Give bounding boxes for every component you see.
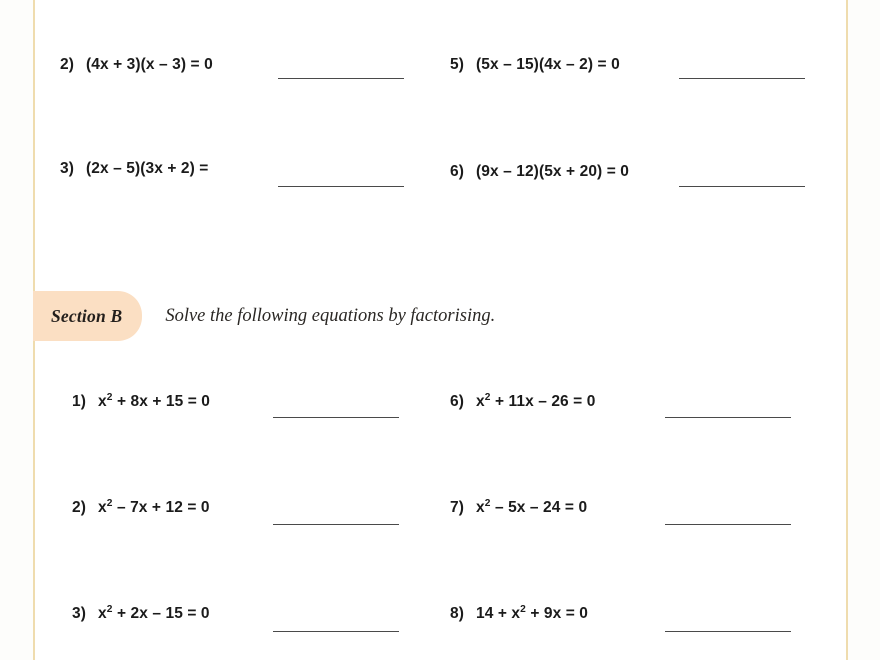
answer-line[interactable] bbox=[273, 524, 399, 525]
right-margin-rule bbox=[846, 0, 848, 660]
question-number: 6) bbox=[450, 393, 464, 410]
answer-line[interactable] bbox=[278, 78, 404, 79]
question-row bbox=[450, 56, 620, 74]
answer-line[interactable] bbox=[278, 186, 404, 187]
answer-line[interactable] bbox=[679, 186, 805, 187]
question-number: 2) bbox=[72, 499, 86, 516]
answer-line[interactable] bbox=[273, 631, 399, 632]
question-number: 1) bbox=[72, 393, 86, 410]
question-equation: (4x + 3)(x – 3) = 0 bbox=[86, 56, 213, 73]
answer-line[interactable] bbox=[679, 78, 805, 79]
answer-line[interactable] bbox=[665, 631, 791, 632]
answer-line[interactable] bbox=[665, 524, 791, 525]
question-number: 3) bbox=[60, 160, 74, 177]
question-equation: $14 + x^2 + 9x = 0$ bbox=[476, 603, 589, 622]
question-number: 3) bbox=[72, 605, 86, 622]
question-equation: (9x – 12)(5x + 20) = 0 bbox=[476, 163, 629, 180]
question-number: 5) bbox=[450, 56, 464, 73]
question-row bbox=[60, 160, 208, 178]
section-b-banner bbox=[33, 291, 495, 341]
question-equation: $x^2 + 8x + 15 = 0$ bbox=[98, 391, 211, 410]
question-equation: $x^2 + 2x - 15 = 0$ bbox=[98, 603, 210, 622]
question-row bbox=[450, 393, 595, 411]
question-number: 8) bbox=[450, 605, 464, 622]
question-number: 7) bbox=[450, 499, 464, 516]
question-row bbox=[60, 56, 213, 74]
question-equation: (5x – 15)(4x – 2) = 0 bbox=[476, 56, 620, 73]
question-equation: $x^2 - 5x - 24 = 0$ bbox=[476, 497, 588, 516]
question-equation: $x^2 + 11x - 26 = 0$ bbox=[476, 391, 596, 410]
question-row bbox=[72, 499, 210, 517]
question-row bbox=[450, 163, 629, 181]
question-row bbox=[450, 605, 588, 623]
question-equation: $x^2 - 7x + 12 = 0$ bbox=[98, 497, 210, 516]
section-b-label: Section B bbox=[51, 305, 123, 326]
section-b-instruction: Solve the following equations by factorising. bbox=[165, 305, 496, 326]
question-row bbox=[72, 393, 210, 411]
question-row bbox=[450, 499, 587, 517]
question-number: 2) bbox=[60, 56, 74, 73]
section-b-pill bbox=[33, 291, 142, 341]
question-equation: (2x – 5)(3x + 2) = bbox=[86, 160, 209, 177]
answer-line[interactable] bbox=[665, 417, 791, 418]
answer-line[interactable] bbox=[273, 417, 399, 418]
question-number: 6) bbox=[450, 163, 464, 180]
question-row bbox=[72, 605, 210, 623]
